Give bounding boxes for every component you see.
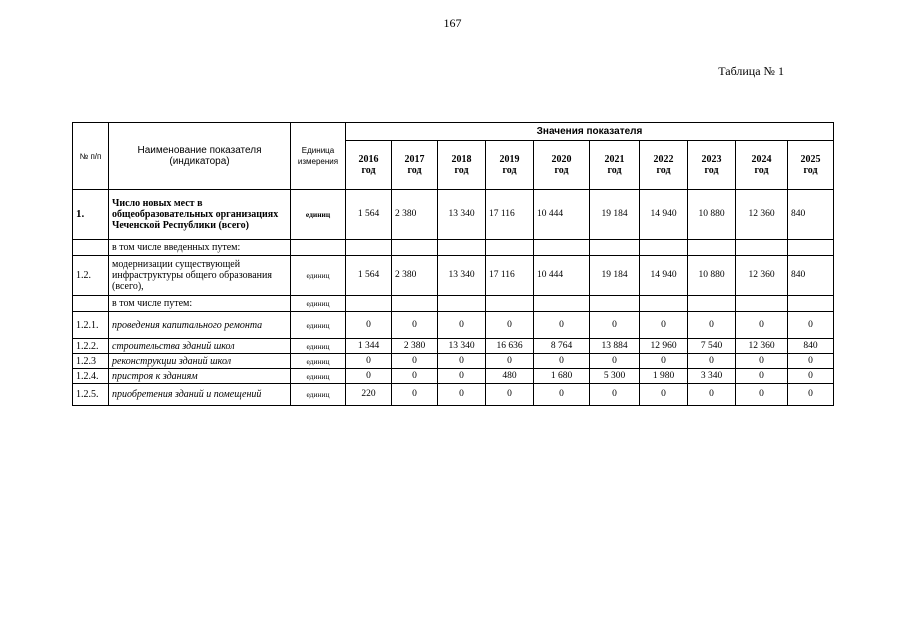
header-year-cell (736, 141, 788, 190)
value-cell (392, 240, 438, 256)
value-cell: 7 540 (688, 339, 736, 354)
unit-cell: единиц (291, 312, 346, 339)
value-cell (438, 240, 486, 256)
header-year-cell (688, 141, 736, 190)
table-body (73, 190, 834, 406)
unit-cell (291, 240, 346, 256)
value-cell: 0 (736, 384, 788, 406)
value-cell: 1 564 (346, 256, 392, 296)
row-number: 1. (73, 190, 109, 240)
unit-cell: единиц (291, 296, 346, 312)
value-cell: 840 (788, 190, 834, 240)
header-year-cell (486, 141, 534, 190)
value-cell (590, 296, 640, 312)
header-year: 2025 (800, 154, 821, 165)
header-year-suffix: год (502, 165, 517, 176)
value-cell (736, 296, 788, 312)
value-cell: 0 (346, 354, 392, 369)
unit-cell: единиц (291, 256, 346, 296)
value-cell: 0 (486, 384, 534, 406)
header-unit: Единица измерения (291, 123, 346, 190)
header-year-suffix: год (554, 165, 569, 176)
header-year: 2017 (404, 154, 425, 165)
indicator-name: реконструкции зданий школ (109, 354, 291, 369)
indicator-name: Число новых мест в общеобразовательных организациях Чеченской Республики (всего) (109, 190, 291, 240)
value-cell: 10 880 (688, 256, 736, 296)
value-cell (486, 296, 534, 312)
header-year-cell (788, 141, 834, 190)
indicator-name: строительства зданий школ (109, 339, 291, 354)
value-cell: 0 (736, 369, 788, 384)
page-number: 167 (443, 16, 462, 30)
table-row (73, 369, 834, 384)
table-row (73, 240, 834, 256)
indicator-name: пристроя к зданиям (109, 369, 291, 384)
value-cell (788, 240, 834, 256)
row-number: 1.2. (73, 256, 109, 296)
value-cell: 10 880 (688, 190, 736, 240)
indicator-name: приобретения зданий и помещений (109, 384, 291, 406)
header-year-cell (346, 141, 392, 190)
value-cell (688, 240, 736, 256)
value-cell: 14 940 (640, 256, 688, 296)
value-cell (534, 240, 590, 256)
indicator-name: в том числе путем: (109, 296, 291, 312)
table-row (73, 296, 834, 312)
header-year-suffix: год (704, 165, 719, 176)
header-year: 2016 (358, 154, 379, 165)
header-num: № п/п (73, 123, 109, 190)
value-cell: 1 344 (346, 339, 392, 354)
value-cell: 0 (590, 354, 640, 369)
indicator-name: модернизации существующей инфраструктуры общего образования (всего), (109, 256, 291, 296)
value-cell: 0 (392, 369, 438, 384)
value-cell: 8 764 (534, 339, 590, 354)
value-cell: 0 (590, 312, 640, 339)
header-year-suffix: год (803, 165, 818, 176)
value-cell: 0 (640, 312, 688, 339)
row-number (73, 296, 109, 312)
table-caption: Таблица № 1 (718, 64, 784, 78)
header-year-suffix: год (361, 165, 376, 176)
value-cell (346, 240, 392, 256)
value-cell (640, 296, 688, 312)
row-number (73, 240, 109, 256)
header-year: 2019 (499, 154, 520, 165)
row-number: 1.2.4. (73, 369, 109, 384)
value-cell: 0 (346, 369, 392, 384)
value-cell: 13 884 (590, 339, 640, 354)
value-cell: 0 (392, 384, 438, 406)
header-year-cell (392, 141, 438, 190)
value-cell (534, 296, 590, 312)
value-cell (486, 240, 534, 256)
header-year-suffix: год (656, 165, 671, 176)
row-number: 1.2.2. (73, 339, 109, 354)
header-year-suffix: год (754, 165, 769, 176)
table-row (73, 312, 834, 339)
header-year: 2018 (451, 154, 472, 165)
unit-cell: единиц (291, 354, 346, 369)
value-cell (736, 240, 788, 256)
indicator-name: проведения капитального ремонта (109, 312, 291, 339)
header-name: Наименование показателя (индикатора) (109, 123, 291, 190)
value-cell: 840 (788, 339, 834, 354)
table-row (73, 190, 834, 240)
value-cell: 2 380 (392, 256, 438, 296)
value-cell: 0 (534, 354, 590, 369)
value-cell (346, 296, 392, 312)
value-cell: 19 184 (590, 190, 640, 240)
table-row (73, 384, 834, 406)
header-year-suffix: год (454, 165, 469, 176)
value-cell: 0 (392, 354, 438, 369)
value-cell: 0 (590, 384, 640, 406)
value-cell: 2 380 (392, 190, 438, 240)
table-row (73, 354, 834, 369)
indicator-name: в том числе введенных путем: (109, 240, 291, 256)
value-cell: 220 (346, 384, 392, 406)
header-year-cell (640, 141, 688, 190)
value-cell: 0 (736, 312, 788, 339)
header-row-group (73, 123, 834, 141)
header-year: 2020 (551, 154, 572, 165)
unit-cell: единиц (291, 190, 346, 240)
value-cell (392, 296, 438, 312)
value-cell: 1 680 (534, 369, 590, 384)
value-cell: 10 444 (534, 256, 590, 296)
value-cell: 12 360 (736, 339, 788, 354)
header-values-group: Значения показателя (346, 123, 834, 141)
value-cell: 0 (392, 312, 438, 339)
value-cell (590, 240, 640, 256)
header-year-suffix: год (407, 165, 422, 176)
value-cell: 0 (640, 354, 688, 369)
value-cell: 0 (486, 312, 534, 339)
value-cell: 10 444 (534, 190, 590, 240)
value-cell: 0 (688, 384, 736, 406)
row-number: 1.2.3 (73, 354, 109, 369)
value-cell (640, 240, 688, 256)
header-year: 2021 (604, 154, 625, 165)
value-cell: 0 (788, 384, 834, 406)
value-cell: 0 (640, 384, 688, 406)
header-year: 2024 (751, 154, 772, 165)
value-cell: 1 980 (640, 369, 688, 384)
indicator-table (72, 122, 834, 406)
value-cell: 0 (438, 354, 486, 369)
header-year-cell (438, 141, 486, 190)
value-cell: 0 (346, 312, 392, 339)
unit-cell: единиц (291, 384, 346, 406)
value-cell: 12 960 (640, 339, 688, 354)
value-cell: 1 564 (346, 190, 392, 240)
value-cell: 13 340 (438, 339, 486, 354)
header-year: 2022 (653, 154, 674, 165)
table-row (73, 256, 834, 296)
value-cell: 19 184 (590, 256, 640, 296)
value-cell: 0 (788, 312, 834, 339)
value-cell: 12 360 (736, 190, 788, 240)
value-cell: 13 340 (438, 190, 486, 240)
value-cell (688, 296, 736, 312)
value-cell: 5 300 (590, 369, 640, 384)
value-cell: 840 (788, 256, 834, 296)
value-cell: 0 (688, 354, 736, 369)
row-number: 1.2.5. (73, 384, 109, 406)
table-row (73, 339, 834, 354)
unit-cell: единиц (291, 369, 346, 384)
row-number: 1.2.1. (73, 312, 109, 339)
value-cell (438, 296, 486, 312)
value-cell: 0 (486, 354, 534, 369)
header-year-cell (590, 141, 640, 190)
value-cell: 0 (736, 354, 788, 369)
value-cell: 13 340 (438, 256, 486, 296)
value-cell: 12 360 (736, 256, 788, 296)
value-cell: 14 940 (640, 190, 688, 240)
value-cell (788, 296, 834, 312)
header-year: 2023 (701, 154, 722, 165)
value-cell: 0 (534, 312, 590, 339)
value-cell: 17 116 (486, 190, 534, 240)
value-cell: 480 (486, 369, 534, 384)
value-cell: 0 (688, 312, 736, 339)
value-cell: 2 380 (392, 339, 438, 354)
value-cell: 0 (788, 369, 834, 384)
header-year-suffix: год (607, 165, 622, 176)
value-cell: 16 636 (486, 339, 534, 354)
value-cell: 0 (438, 369, 486, 384)
value-cell: 0 (438, 384, 486, 406)
value-cell: 3 340 (688, 369, 736, 384)
value-cell: 0 (788, 354, 834, 369)
value-cell: 17 116 (486, 256, 534, 296)
value-cell: 0 (438, 312, 486, 339)
value-cell: 0 (534, 384, 590, 406)
header-year-cell (534, 141, 590, 190)
unit-cell: единиц (291, 339, 346, 354)
